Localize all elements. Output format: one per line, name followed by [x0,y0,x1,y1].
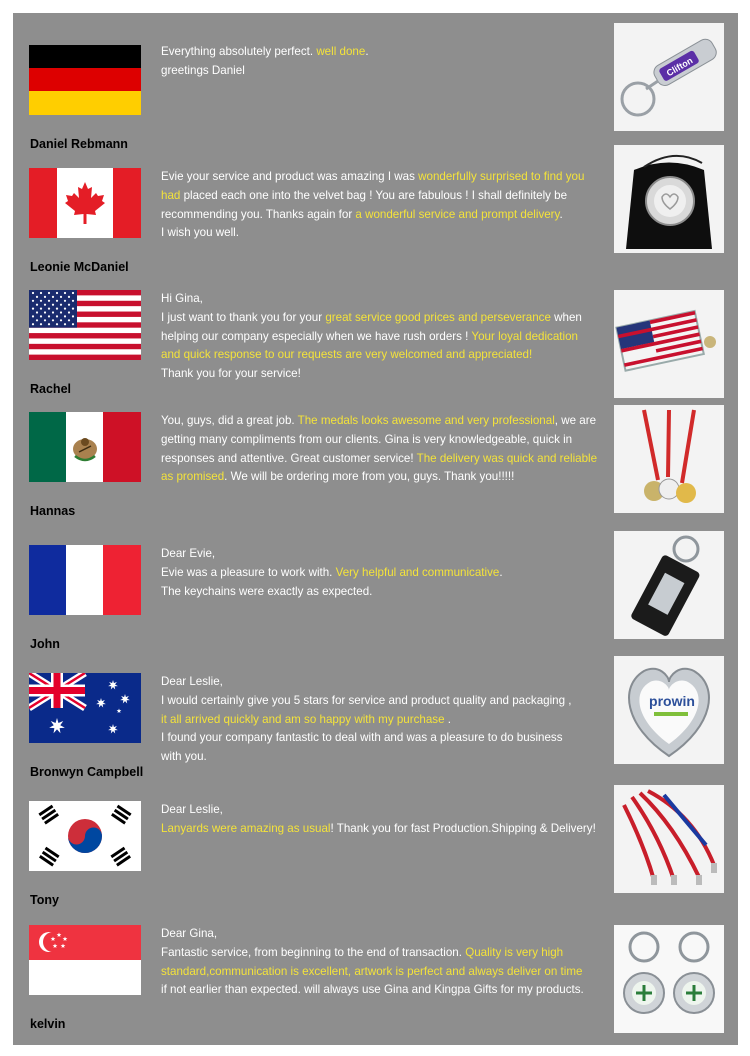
highlighted-text: great service good prices and perseverance [325,310,551,324]
review-message [161,545,601,601]
flag-lapel-pin-image [614,290,724,398]
review-message [161,412,601,487]
review-text: helping our company especially when we have rush orders ! [161,329,472,343]
highlighted-text: wonderfully surprised to find you [418,170,585,183]
review-line [161,963,601,982]
review-line [161,187,601,206]
canada-flag [29,168,141,238]
review-line [161,206,601,225]
review-line [161,43,601,62]
highlighted-text: as promised [161,470,225,484]
review-message [161,673,601,767]
reviewer-name: Leonie McDaniel [30,260,129,274]
review-text: responses and attentive. Great customer service! [161,451,417,465]
review-text: Everything absolutely perfect. [161,45,317,58]
review-line [161,328,601,347]
highlighted-text: Your loyal dedication [471,329,578,343]
review-line [161,820,601,839]
south-korea-flag [29,801,141,871]
purse-hook-velvet-bag-image [614,145,724,253]
reviewer-name: Tony [30,893,59,907]
highlighted-text: The delivery was quick and reliable [416,451,598,465]
review-text: . [444,712,451,726]
review-line [161,346,601,365]
review-line [161,168,601,187]
highlighted-text: had [161,188,181,202]
reviewer-name: Daniel Rebmann [30,137,128,151]
highlighted-text: standard,communication is excellent, artwork is perfect and always deliver on time [161,964,583,978]
review-text: Evie was a pleasure to work with. [161,565,336,579]
review-message [161,290,601,384]
review-line [161,431,601,450]
reviewer-name: John [30,637,60,651]
review-message [161,168,601,243]
review-line [161,62,601,81]
review-text: recommending you. Thanks again for [161,207,356,221]
mexico-flag [29,412,141,482]
medals-with-ribbons-image [614,405,724,513]
review-line [161,729,601,748]
review-text: when [550,310,582,324]
review-text: . [499,565,503,579]
review-line [161,944,601,963]
svg-text:Clifton: Clifton [664,55,695,79]
review-line [161,564,601,583]
highlighted-text: Quality is very high [465,945,564,959]
review-line [161,583,601,602]
review-text: placed each one into the velvet bag ! You are fabulous ! I shall definitely be [180,188,568,202]
usa-flag [29,290,141,360]
reviewer-name: kelvin [30,1017,66,1031]
review-line [161,981,601,1000]
review-line [161,711,601,730]
review-text: getting many compliments from our clients. Gina is very knowledgeable, quick in [161,432,573,446]
review-text: You, guys, did a great job. [161,414,298,427]
review-message [161,925,601,1000]
review-text: Thank you for your service! [161,367,301,381]
highlighted-text: it all arrived quickly and am so happy with my purchase [161,712,445,726]
review-text: Dear Gina, [161,927,218,940]
review-text: . [559,207,563,221]
review-text: if not earlier than expected. will always use Gina and Kingpa Gifts for my products. [161,983,584,997]
highlighted-text: Lanyards were amazing as usual [161,821,331,835]
review-text: Dear Leslie, [161,803,223,816]
bottle-opener-keychain-image [614,23,724,131]
review-text: . We will be ordering more from you, guys. Thank you!!!!! [224,470,515,484]
review-text: ! Thank you for fast Production.Shipping & Delivery! [330,821,596,835]
review-line [161,468,601,487]
singapore-flag [29,925,141,995]
highlighted-text: The medals looks awesome and very professional [297,414,555,427]
review-line [161,412,601,431]
review-line [161,692,601,711]
review-text: Dear Leslie, [161,675,223,688]
rotating-keychains-image [614,925,724,1033]
highlighted-text: Very helpful and communicative [335,565,500,579]
heart-bag-hanger-image [614,656,724,764]
review-text: . [365,45,369,58]
review-message [161,43,601,81]
leather-keychain-image [614,531,724,639]
reviewer-name: Bronwyn Campbell [30,765,144,779]
review-line [161,801,601,820]
review-line [161,748,601,767]
review-text: Dear Evie, [161,547,216,560]
reviewer-name: Rachel [30,382,71,396]
review-text: greetings Daniel [161,63,245,77]
highlighted-text: a wonderful service and prompt delivery [355,207,560,221]
review-text: I found your company fantastic to deal with and was a pleasure to do business [161,731,563,745]
review-text: with you. [161,750,207,764]
review-text: The keychains were exactly as expected. [161,584,373,598]
review-line [161,545,601,564]
review-text: Fantastic service, from beginning to the end of transaction. [161,945,466,959]
review-line [161,673,601,692]
review-line [161,309,601,328]
review-line [161,290,601,309]
review-line [161,224,601,243]
highlighted-text: and quick response to our requests are very welcomed and appreciated! [161,348,533,362]
lanyards-image [614,785,724,893]
testimonials-panel [13,13,738,1045]
review-line [161,450,601,469]
review-text: I wish you well. [161,226,239,240]
germany-flag [29,45,141,115]
highlighted-text: well done [316,45,366,58]
australia-flag [29,673,141,743]
review-text: Hi Gina, [161,292,203,305]
review-line [161,925,601,944]
review-text: Evie your service and product was amazing I was [161,170,419,183]
review-line [161,365,601,384]
review-text: I would certainly give you 5 stars for service and product quality and packaging , [161,693,572,707]
reviewer-name: Hannas [30,504,76,518]
svg-text:prowin: prowin [649,693,695,709]
review-text: I just want to thank you for your [161,310,326,324]
review-message [161,801,601,839]
france-flag [29,545,141,615]
review-text: , we are [554,414,597,427]
